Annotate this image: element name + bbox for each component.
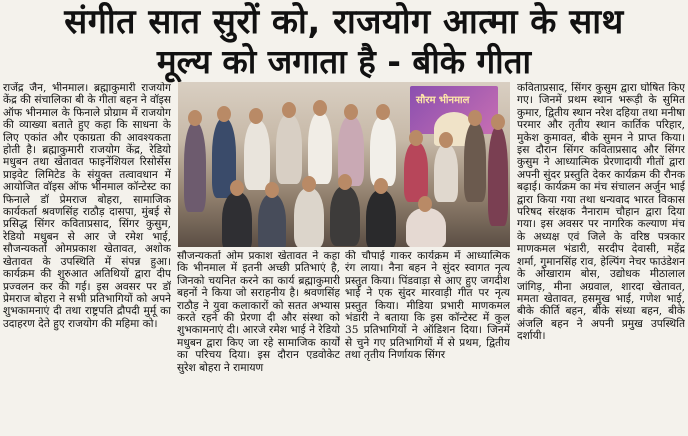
article-column-2 [177,250,340,422]
person-figure [488,126,508,226]
person-figure [404,142,428,202]
person-head [439,132,453,148]
person-head [374,178,388,194]
person-head [338,174,352,190]
person-head [249,108,263,124]
person-head [230,180,244,196]
page-bottom-margin [0,424,688,436]
person-figure [244,120,270,190]
person-figure [366,190,396,247]
person-head [282,102,296,118]
person-head [265,182,279,198]
article-column-1 [3,82,171,422]
event-photo [178,82,510,247]
person-head [418,196,432,212]
person-head [302,176,316,192]
person-figure [370,116,396,186]
stage-banner-text: सौरम भीनमाल [416,95,470,106]
article-column-3 [345,250,510,422]
person-figure [222,192,252,247]
person-figure [258,194,286,247]
headline-line-1: संगीत सात सुरों को, राजयोग आत्मा के साथ [64,2,624,42]
person-head [188,110,202,126]
person-figure [464,122,486,202]
column-3-text: की चौपाई गाकर कार्यक्रम में आध्यात्मिक रंग लाया। नैना बहन ने सुंदर स्वागत नृत्य प्रस्तुत किया। पिंडवाड़ा से आए हुए जगदीश भाई ने एक सुंदर मारवाड़ी गीत पर नृत्य प्रस्तुत किया। मीडिया प्रभारी माणकमल भंडारी ने बताया कि इस कॉन्टेस्ट में कुल 35 प्रतिभागियों ने ऑडिशन दिया। जिनमें से चुने गए प्रतिभागियों में से प्रथम, द्वितीय तथा तृतीय निर्णायक सिंगर [345,250,510,362]
person-figure [406,208,446,247]
article-column-4 [517,82,685,422]
column-1-text: राजेंद्र जैन, भीनमाल। ब्रह्माकुमारी राजयोग केंद्र की संचालिका बी के गीता बहन ने वॉइस ऑफ भीनमाल के फिनाले प्रोग्राम में राजयोग की व्याख्या बताते हुए कहा कि साधना के लिए एकांत और एकाग्रता की आवश्यकता होती है। ब्रह्माकुमारी राजयोग केंद्र, रेडियो मधुबन तथा खेतावत फाइनेंशियल रिसोर्सेस प्राइवेट लिमिटेड के संयुक्त तत्वावधान में आयोजित वॉइस ऑफ भीनमाल कॉन्टेस्ट का फिनाले डॉ प्रेमराज बोहरा, सामाजिक कार्यकर्ता श्रवणसिंह राठौड़ दासपा, मुंबई से प्रसिद्ध सिंगर कविताप्रसाद, सिंगर कुसुम, रेडियो मधुबन से आर जे रमेश भाई, सौजन्यकर्ता ओमप्रकाश खेतावत, अशोक खेतावत के उपस्थिति में संपन्न हुआ। कार्यक्रम की शुरुआत अतिथियों द्वारा दीप प्रज्वलन कर की गई। इस अवसर पर डॉ प्रेमराज बोहरा ने सभी प्रतिभागियों को अपने शुभकामनाएं दी तथा राष्ट्रपति द्रौपदी मुर्मू का उदाहरण देते हुए राजयोग की महिमा को। [3,82,171,330]
person-figure [184,122,206,212]
column-2-text: सौजन्यकर्ता ओम प्रकाश खेतावत ने कहा कि भीनमाल में इतनी अच्छी प्रतिभाएं है, जिनको चयनित करने का कार्य ब्रह्माकुमारी बहनों ने किया जो सराहनीय है। श्रवणसिंह राठौड़ ने युवा कलाकारों को सतत अभ्यास करते रहने की प्रेरणा दी और संस्था को शुभकामनाएं दी। आरजे रमेश भाई ने रेडियो मधुबन द्वारा किए जा रहे सामाजिक कार्यों का परिचय दिया। इस दौरान एडवोकेट सुरेश बोहरा ने रामायण [177,250,340,374]
person-head [409,130,423,146]
person-figure [330,186,360,246]
headline-line-2: मूल्य को जगाता है - बीके गीता [156,42,532,81]
person-figure [434,144,458,202]
column-4-text: कविताप्रसाद, सिंगर कुसुम द्वारा घोषित किए गए। जिनमें प्रथम स्थान भरूड़ी के सुमित कुमार, द्वितीय स्थान नरेश दहिया तथा मनीषा परमार और तृतीय स्थान कार्तिक परिहार, मुकेश कुमावत, बीके सुमन ने प्राप्त किया। इस दौरान सिंगर कविताप्रसाद और सिंगर कुसुम ने आध्यात्मिक प्रेरणादायी गीतों द्वारा अपनी सुंदर प्रस्तुति देकर कार्यक्रम की रौनक बढ़ाई। कार्यक्रम का मंच संचालन अर्जुन भाई द्वारा किया गया तथा धन्यवाद भारत विकास परिषद संरक्षक नैनाराम चौहान द्वारा दिया गया। इस अवसर पर नागरिक कल्याण मंच के अध्यक्ष एवं जिले के वरिष्ठ पत्रकार माणकमल भंडारी, सरदीप देवासी, महेंद्र शर्मा, गुमानसिंह राव, हेल्पिंग नेचर फाउंडेशन के ओखाराम बोस, उद्योधक मीठालाल जांगिड़, मीना अग्रवाल, शारदा खेतावत, ममता खेतावत, हसमुख भाई, गणेश भाई, बीके कीर्ति बहन, बीके संध्या बहन, बीके अंजलि बहन ने अपनी प्रमुख उपस्थिति दर्शायी। [517,82,685,343]
person-figure [276,114,302,184]
person-head [313,100,327,116]
person-figure [308,112,332,184]
person-figure [294,188,324,247]
person-head [376,104,390,120]
person-head [468,110,482,126]
person-head [491,114,505,130]
person-head [344,104,358,120]
person-head [217,106,231,122]
